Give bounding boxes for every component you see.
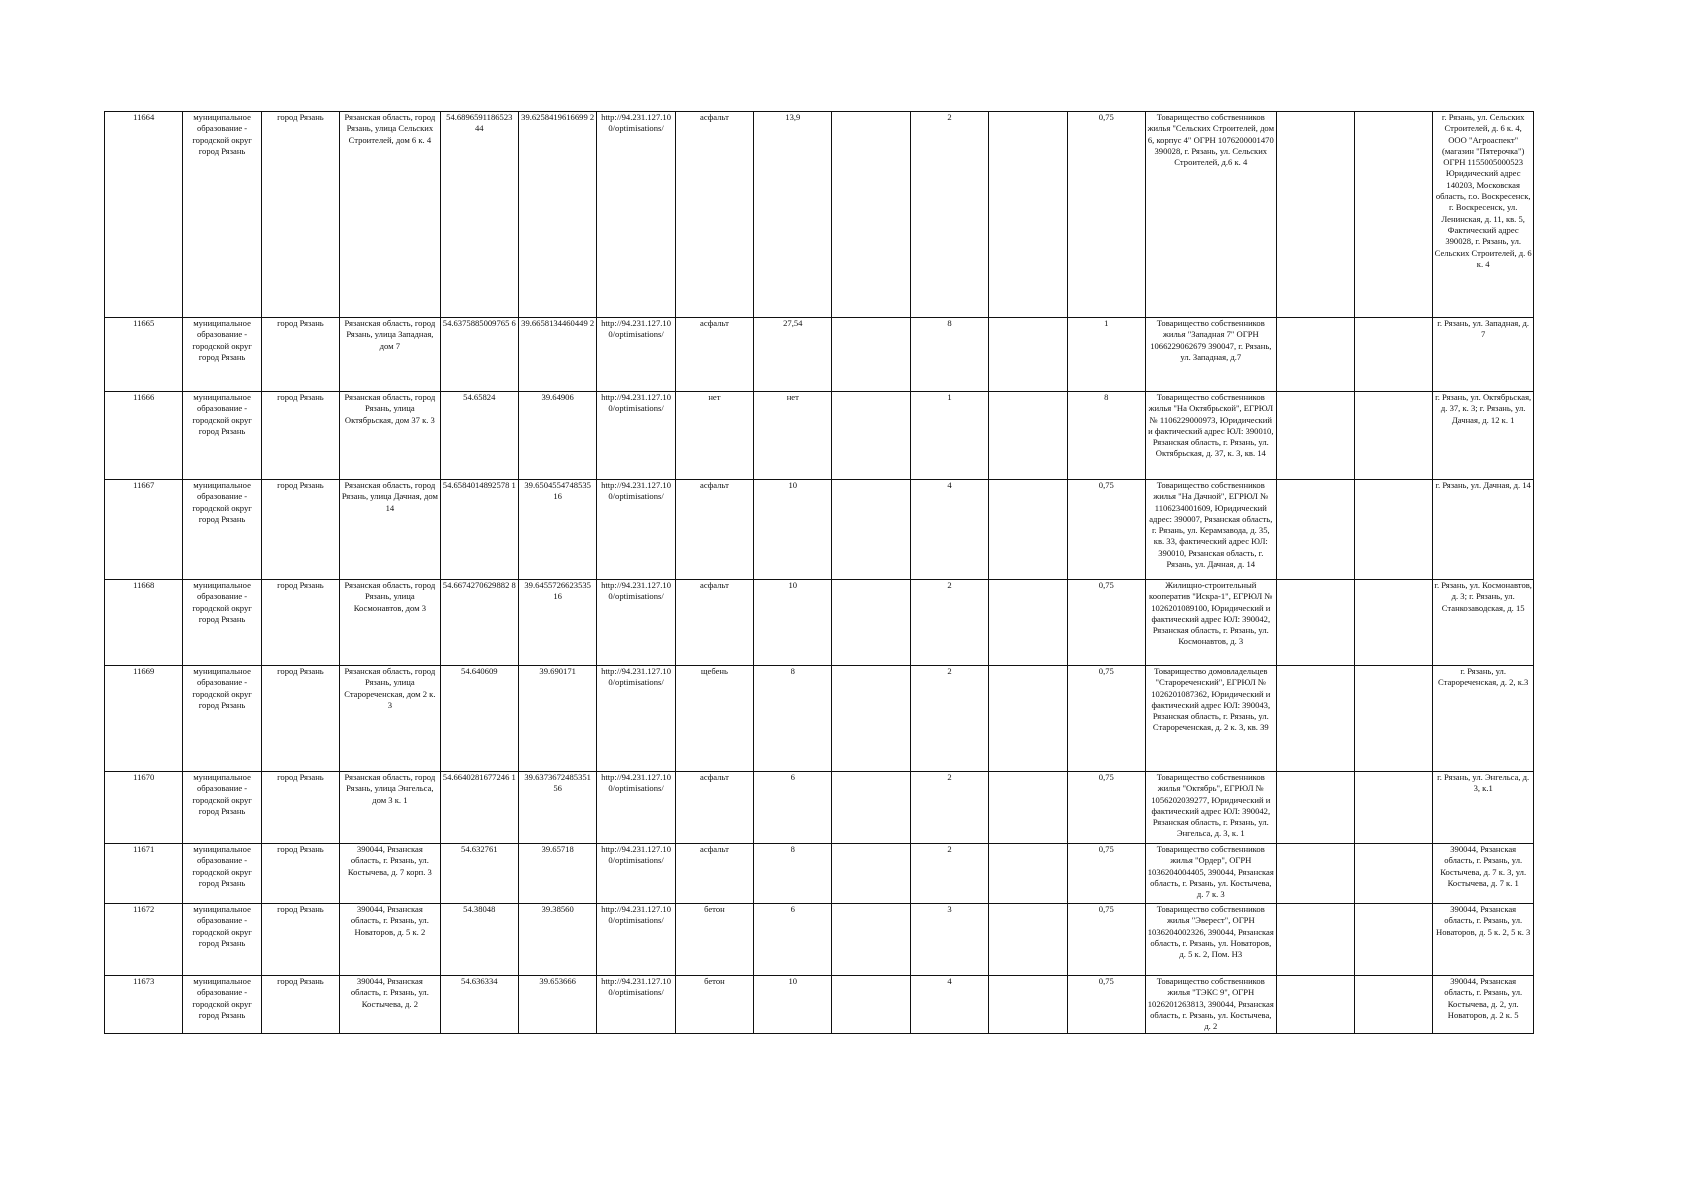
site-address: Рязанская область, город Рязань, улица Октябрьская, дом 37 к. 3 — [340, 392, 440, 480]
longitude: 39.6504554748535 16 — [518, 480, 596, 580]
surface-type: асфальт — [675, 112, 753, 318]
container-count: 2 — [910, 772, 988, 844]
longitude: 39.38560 — [518, 904, 596, 976]
empty-cell — [832, 392, 910, 480]
area-value: 13,9 — [754, 112, 832, 318]
map-link: http://94.231.127.10 0/optimisations/ — [597, 666, 675, 772]
owner-details: Товарищество собственников жилья "Ордер", ОГРН 1036204004405, 390044, Рязанская область, г. Рязань, ул. Костычева, д. 7 к. 3 — [1145, 844, 1276, 904]
empty-cell — [1276, 318, 1354, 392]
waste-sources: г. Рязань, ул. Энгельса, д. 3, к.1 — [1433, 772, 1534, 844]
site-address: Рязанская область, город Рязань, улица Космонавтов, дом 3 — [340, 580, 440, 666]
table-row — [105, 666, 1534, 772]
container-count: 2 — [910, 580, 988, 666]
longitude: 39.690171 — [518, 666, 596, 772]
container-count: 4 — [910, 480, 988, 580]
owner-details: Товарищество собственников жилья "Октябрь", ЕГРЮЛ № 1056202039277, Юридический и фактический адрес ЮЛ: 390042, Рязанская область, г. Рязань, ул. Энгельса, д. 3, к. 1 — [1145, 772, 1276, 844]
empty-cell — [1276, 112, 1354, 318]
owner-details: Товарищество собственников жилья "Западная 7" ОГРН 1066229062679 390047, г. Рязань, ул. Западная, д.7 — [1145, 318, 1276, 392]
empty-cell — [989, 480, 1067, 580]
municipality-type: муниципальное образование - городской округ город Рязань — [183, 844, 261, 904]
waste-sources: г. Рязань, ул. Сельских Строителей, д. 6 к. 4, ООО "Агроаспект" (магазин "Пятерочка") ОГРН 1155005000523 Юридический адрес 140203, Московская область, г.о. Воскресенск, г. Воскресенск, ул. Ленинская, д. 11, кв. 5, Фактический адрес 390028, г. Рязань, ул. Сельских Строителей, д. 6 к. 4 — [1433, 112, 1534, 318]
row-id: 11673 — [105, 976, 183, 1034]
latitude: 54.636334 — [440, 976, 518, 1034]
longitude: 39.6455726623535 16 — [518, 580, 596, 666]
empty-cell — [989, 976, 1067, 1034]
container-volume: 0,75 — [1067, 112, 1145, 318]
table-row — [105, 904, 1534, 976]
map-link: http://94.231.127.10 0/optimisations/ — [597, 112, 675, 318]
empty-cell — [1354, 112, 1432, 318]
municipality-type: муниципальное образование - городской округ город Рязань — [183, 112, 261, 318]
site-address: 390044, Рязанская область, г. Рязань, ул. Новаторов, д. 5 к. 2 — [340, 904, 440, 976]
municipality-type: муниципальное образование - городской округ город Рязань — [183, 666, 261, 772]
map-link: http://94.231.127.10 0/optimisations/ — [597, 904, 675, 976]
longitude: 39.6373672485351 56 — [518, 772, 596, 844]
map-link: http://94.231.127.10 0/optimisations/ — [597, 480, 675, 580]
empty-cell — [989, 392, 1067, 480]
latitude: 54.6674270629882 8 — [440, 580, 518, 666]
container-volume: 0,75 — [1067, 976, 1145, 1034]
empty-cell — [1276, 904, 1354, 976]
longitude: 39.6258419616699 2 — [518, 112, 596, 318]
table-row — [105, 976, 1534, 1034]
surface-type: щебень — [675, 666, 753, 772]
row-id: 11667 — [105, 480, 183, 580]
map-link: http://94.231.127.10 0/optimisations/ — [597, 580, 675, 666]
surface-type: асфальт — [675, 844, 753, 904]
map-link: http://94.231.127.10 0/optimisations/ — [597, 844, 675, 904]
container-count: 8 — [910, 318, 988, 392]
row-id: 11671 — [105, 844, 183, 904]
row-id: 11666 — [105, 392, 183, 480]
waste-sources: г. Рязань, ул. Октябрьская, д. 37, к. 3; г. Рязань, ул. Дачная, д. 12 к. 1 — [1433, 392, 1534, 480]
longitude: 39.65718 — [518, 844, 596, 904]
map-link: http://94.231.127.10 0/optimisations/ — [597, 392, 675, 480]
container-volume: 0,75 — [1067, 666, 1145, 772]
surface-type: асфальт — [675, 480, 753, 580]
empty-cell — [832, 580, 910, 666]
owner-details: Товарищество собственников жилья "На Октябрьской", ЕГРЮЛ № 1106229000973, Юридический и фактический адрес ЮЛ: 390010, Рязанская область, г. Рязань, ул. Октябрьская, д. 37, к. 3, кв. 14 — [1145, 392, 1276, 480]
longitude: 39.64906 — [518, 392, 596, 480]
empty-cell — [989, 318, 1067, 392]
container-count: 1 — [910, 392, 988, 480]
owner-details: Товарищество собственников жилья "ТЭКС 9", ОГРН 1026201263813, 390044, Рязанская область, г. Рязань, ул. Костычева, д. 2 — [1145, 976, 1276, 1034]
map-link: http://94.231.127.10 0/optimisations/ — [597, 772, 675, 844]
waste-sources: г. Рязань, ул. Космонавтов, д. 3; г. Рязань, ул. Станкозаводская, д. 15 — [1433, 580, 1534, 666]
site-address: Рязанская область, город Рязань, улица Старореченская, дом 2 к. 3 — [340, 666, 440, 772]
waste-sources: г. Рязань, ул. Старореченская, д. 2, к.3 — [1433, 666, 1534, 772]
owner-details: Товарищество домовладельцев "Старореченский", ЕГРЮЛ № 1026201087362, Юридический и фактический адрес ЮЛ: 390043, Рязанская область, г. Рязань, ул. Старореченская, д. 2 к. 3, кв. 39 — [1145, 666, 1276, 772]
municipality-type: муниципальное образование - городской округ город Рязань — [183, 392, 261, 480]
owner-details: Товарищество собственников жилья "Эверест", ОГРН 1036204002326, 390044, Рязанская область, г. Рязань, ул. Новаторов, д. 5 к. 2, Пом. Н3 — [1145, 904, 1276, 976]
empty-cell — [1354, 666, 1432, 772]
surface-type: асфальт — [675, 772, 753, 844]
empty-cell — [989, 580, 1067, 666]
row-id: 11672 — [105, 904, 183, 976]
empty-cell — [989, 772, 1067, 844]
municipality-type: муниципальное образование - городской округ город Рязань — [183, 318, 261, 392]
table-body — [105, 112, 1534, 1034]
empty-cell — [1354, 392, 1432, 480]
longitude: 39.653666 — [518, 976, 596, 1034]
surface-type: бетон — [675, 904, 753, 976]
container-volume: 0,75 — [1067, 580, 1145, 666]
empty-cell — [832, 666, 910, 772]
row-id: 11664 — [105, 112, 183, 318]
table-row — [105, 112, 1534, 318]
empty-cell — [1354, 580, 1432, 666]
site-address: 390044, Рязанская область, г. Рязань, ул. Костычева, д. 2 — [340, 976, 440, 1034]
empty-cell — [1276, 772, 1354, 844]
container-count: 4 — [910, 976, 988, 1034]
container-volume: 8 — [1067, 392, 1145, 480]
registry-table — [104, 111, 1534, 1034]
latitude: 54.6640281677246 1 — [440, 772, 518, 844]
empty-cell — [832, 904, 910, 976]
container-count: 3 — [910, 904, 988, 976]
surface-type: асфальт — [675, 318, 753, 392]
city: город Рязань — [261, 318, 339, 392]
table-row — [105, 480, 1534, 580]
area-value: 10 — [754, 580, 832, 666]
area-value: 8 — [754, 666, 832, 772]
empty-cell — [989, 666, 1067, 772]
container-volume: 0,75 — [1067, 904, 1145, 976]
map-link: http://94.231.127.10 0/optimisations/ — [597, 976, 675, 1034]
row-id: 11665 — [105, 318, 183, 392]
latitude: 54.632761 — [440, 844, 518, 904]
area-value: 10 — [754, 976, 832, 1034]
latitude: 54.38048 — [440, 904, 518, 976]
container-volume: 0,75 — [1067, 772, 1145, 844]
owner-details: Товарищество собственников жилья "Сельских Строителей, дом 6, корпус 4" ОГРН 1076200001470 390028, г. Рязань, ул. Сельских Строителей, д.6 к. 4 — [1145, 112, 1276, 318]
surface-type: нет — [675, 392, 753, 480]
table-row — [105, 844, 1534, 904]
city: город Рязань — [261, 976, 339, 1034]
latitude: 54.640609 — [440, 666, 518, 772]
table-row — [105, 318, 1534, 392]
container-count: 2 — [910, 666, 988, 772]
city: город Рязань — [261, 580, 339, 666]
municipality-type: муниципальное образование - городской округ город Рязань — [183, 580, 261, 666]
waste-sources: 390044, Рязанская область, г. Рязань, ул. Костычева, д. 7 к. 3, ул. Костычева, д. 7 к. 1 — [1433, 844, 1534, 904]
empty-cell — [989, 844, 1067, 904]
city: город Рязань — [261, 904, 339, 976]
empty-cell — [832, 976, 910, 1034]
empty-cell — [832, 480, 910, 580]
surface-type: асфальт — [675, 580, 753, 666]
longitude: 39.6658134460449 2 — [518, 318, 596, 392]
empty-cell — [1354, 904, 1432, 976]
latitude: 54.6896591186523 44 — [440, 112, 518, 318]
row-id: 11669 — [105, 666, 183, 772]
latitude: 54.6375885009765 6 — [440, 318, 518, 392]
city: город Рязань — [261, 772, 339, 844]
area-value: 8 — [754, 844, 832, 904]
area-value: 6 — [754, 772, 832, 844]
area-value: 6 — [754, 904, 832, 976]
site-address: 390044, Рязанская область, г. Рязань, ул. Костычева, д. 7 корп. 3 — [340, 844, 440, 904]
empty-cell — [1276, 976, 1354, 1034]
site-address: Рязанская область, город Рязань, улица Сельских Строителей, дом 6 к. 4 — [340, 112, 440, 318]
empty-cell — [989, 904, 1067, 976]
table-row — [105, 772, 1534, 844]
site-address: Рязанская область, город Рязань, улица Энгельса, дом 3 к. 1 — [340, 772, 440, 844]
map-link: http://94.231.127.10 0/optimisations/ — [597, 318, 675, 392]
municipality-type: муниципальное образование - городской округ город Рязань — [183, 976, 261, 1034]
empty-cell — [1276, 480, 1354, 580]
empty-cell — [1276, 666, 1354, 772]
row-id: 11668 — [105, 580, 183, 666]
waste-sources: г. Рязань, ул. Западная, д. 7 — [1433, 318, 1534, 392]
area-value: 27,54 — [754, 318, 832, 392]
empty-cell — [832, 318, 910, 392]
table-row — [105, 580, 1534, 666]
empty-cell — [1354, 318, 1432, 392]
empty-cell — [832, 112, 910, 318]
site-address: Рязанская область, город Рязань, улица Дачная, дом 14 — [340, 480, 440, 580]
city: город Рязань — [261, 666, 339, 772]
empty-cell — [832, 844, 910, 904]
empty-cell — [1354, 976, 1432, 1034]
table-row — [105, 392, 1534, 480]
municipality-type: муниципальное образование - городской округ город Рязань — [183, 772, 261, 844]
empty-cell — [1276, 392, 1354, 480]
container-volume: 1 — [1067, 318, 1145, 392]
latitude: 54.65824 — [440, 392, 518, 480]
municipality-type: муниципальное образование - городской округ город Рязань — [183, 480, 261, 580]
surface-type: бетон — [675, 976, 753, 1034]
container-volume: 0,75 — [1067, 844, 1145, 904]
city: город Рязань — [261, 844, 339, 904]
empty-cell — [1354, 480, 1432, 580]
city: город Рязань — [261, 480, 339, 580]
empty-cell — [1276, 580, 1354, 666]
container-count: 2 — [910, 112, 988, 318]
waste-sources: 390044, Рязанская область, г. Рязань, ул. Костычева, д. 2, ул. Новаторов, д. 2 к. 5 — [1433, 976, 1534, 1034]
row-id: 11670 — [105, 772, 183, 844]
owner-details: Жилищно-строительный кооператив "Искра-1", ЕГРЮЛ № 1026201089100, Юридический и фактический адрес ЮЛ: 390042, Рязанская область, г. Рязань, ул. Космонавтов, д. 3 — [1145, 580, 1276, 666]
empty-cell — [1276, 844, 1354, 904]
municipality-type: муниципальное образование - городской округ город Рязань — [183, 904, 261, 976]
container-volume: 0,75 — [1067, 480, 1145, 580]
empty-cell — [989, 112, 1067, 318]
waste-sources: г. Рязань, ул. Дачная, д. 14 — [1433, 480, 1534, 580]
site-address: Рязанская область, город Рязань, улица Западная, дом 7 — [340, 318, 440, 392]
empty-cell — [832, 772, 910, 844]
waste-sources: 390044, Рязанская область, г. Рязань, ул. Новаторов, д. 5 к. 2, 5 к. 3 — [1433, 904, 1534, 976]
area-value: 10 — [754, 480, 832, 580]
area-value: нет — [754, 392, 832, 480]
latitude: 54.6584014892578 1 — [440, 480, 518, 580]
empty-cell — [1354, 844, 1432, 904]
empty-cell — [1354, 772, 1432, 844]
owner-details: Товарищество собственников жилья "На Дачной", ЕГРЮЛ № 1106234001609, Юридический адрес: 390007, Рязанская область, г. Рязань, ул. Керамзавода, д. 35, кв. 33, фактический адрес ЮЛ: 390010, Рязанская область, г. Рязань, ул. Дачная, д. 14 — [1145, 480, 1276, 580]
container-count: 2 — [910, 844, 988, 904]
city: город Рязань — [261, 392, 339, 480]
document-page — [104, 111, 1534, 1034]
city: город Рязань — [261, 112, 339, 318]
